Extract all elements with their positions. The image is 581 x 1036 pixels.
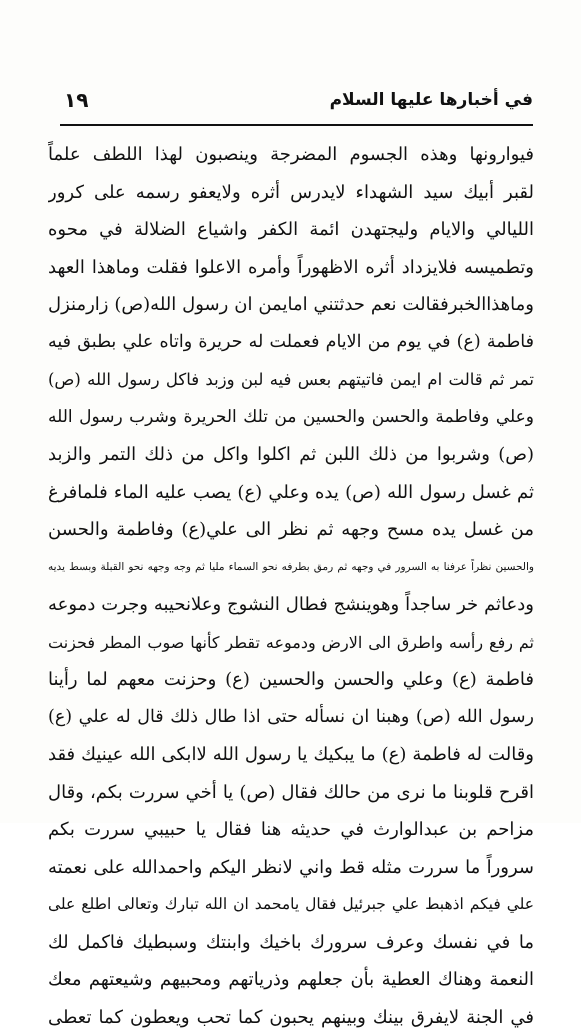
text-line: (ص) وشربوا من ذلك اللبن ثم اكلوا واكل من ذلك التمر والزبد <box>48 436 534 474</box>
body-text <box>48 136 534 1036</box>
page-header <box>60 86 533 126</box>
text-line: رسول الله (ص) وهبنا ان نسأله حتى اذا طال ذلك قال له علي (ع) <box>48 699 534 737</box>
text-line: تمر ثم قالت ام ايمن فاتيتهم بعس فيه لبن وزبد فاكل رسول الله (ص) <box>48 361 534 399</box>
text-line: والحسين نظراً عرفنا به السرور في وجهه ثم رمق بطرفه نحو السماء مليا ثم وجه وجهه نحو القبلة وبسط يديه <box>48 549 534 587</box>
text-line: وقالت له فاطمة (ع) ما يبكيك يا رسول الله لاابكى الله عينيك فقد <box>48 736 534 774</box>
text-line: الليالي والايام وليجتهدن ائمة الكفر واشياع الضلالة في محوه <box>48 211 534 249</box>
text-line: سروراً ما سررت مثله قط واني لانظر اليكم واحمدالله على نعمته <box>48 849 534 887</box>
text-line: اقرح قلوبنا ما نرى من حالك فقال (ص) يا أخي سررت بكم، وقال <box>48 774 534 812</box>
text-line: ثم غسل رسول الله (ص) يده وعلي (ع) يصب عليه الماء فلمافرغ <box>48 474 534 512</box>
text-line: وعلي وفاطمة والحسن والحسين من تلك الحريرة وشرب رسول الله <box>48 399 534 437</box>
text-line: مزاحم بن عبدالوارث في حديثه هنا فقال يا حبيبي سررت بكم <box>48 811 534 849</box>
running-title: في أخبارها عليها السلام <box>330 90 533 110</box>
text-line: ودعاثم خر ساجداً وهوينشج فطال النشوج وعلانحيبه وجرت دموعه <box>48 586 534 624</box>
text-line: في الجنة لايفرق بينك وبينهم يحبون كما تحب ويعطون كما تعطى <box>48 999 534 1036</box>
text-line: علي فيكم اذهبط علي جبرئيل فقال يامحمد ان الله تبارك وتعالى اطلع على <box>48 886 534 924</box>
text-line: النعمة وهناك العطية بأن جعلهم وذرياتهم ومحبيهم وشيعتهم معك <box>48 961 534 999</box>
text-line: وماهذاالخبرفقالت نعم حدثتني امايمن ان رسول الله(ص) زارمنزل <box>48 286 534 324</box>
text-line: فيوارونها وهذه الجسوم المضرجة وينصبون لهذا اللطف علماً <box>48 136 534 174</box>
text-line: ما في نفسك وعرف سرورك باخيك وابنتك وسبطيك فاكمل لك <box>48 924 534 962</box>
text-line: من غسل يده مسح وجهه ثم نظر الى علي(ع) وفاطمة والحسن <box>48 511 534 549</box>
text-line: وتطميسه فلايزداد أثره الاظهوراً وأمره الاعلوا فقلت وماهذا العهد <box>48 249 534 287</box>
text-line: ثم رفع رأسه واطرق الى الارض ودموعه تقطر كأنها صوب المطر فحزنت <box>48 624 534 662</box>
page-number: ١٩ <box>64 88 88 112</box>
text-line: فاطمة (ع) في يوم من الايام فعملت له حريرة واتاه علي بطبق فيه <box>48 324 534 362</box>
text-line: فاطمة (ع) وعلي والحسن والحسين (ع) وحزنت معهم لما رأينا <box>48 661 534 699</box>
text-line: لقبر أبيك سيد الشهداء لايدرس أثره ولايعفو رسمه على كرور <box>48 174 534 212</box>
